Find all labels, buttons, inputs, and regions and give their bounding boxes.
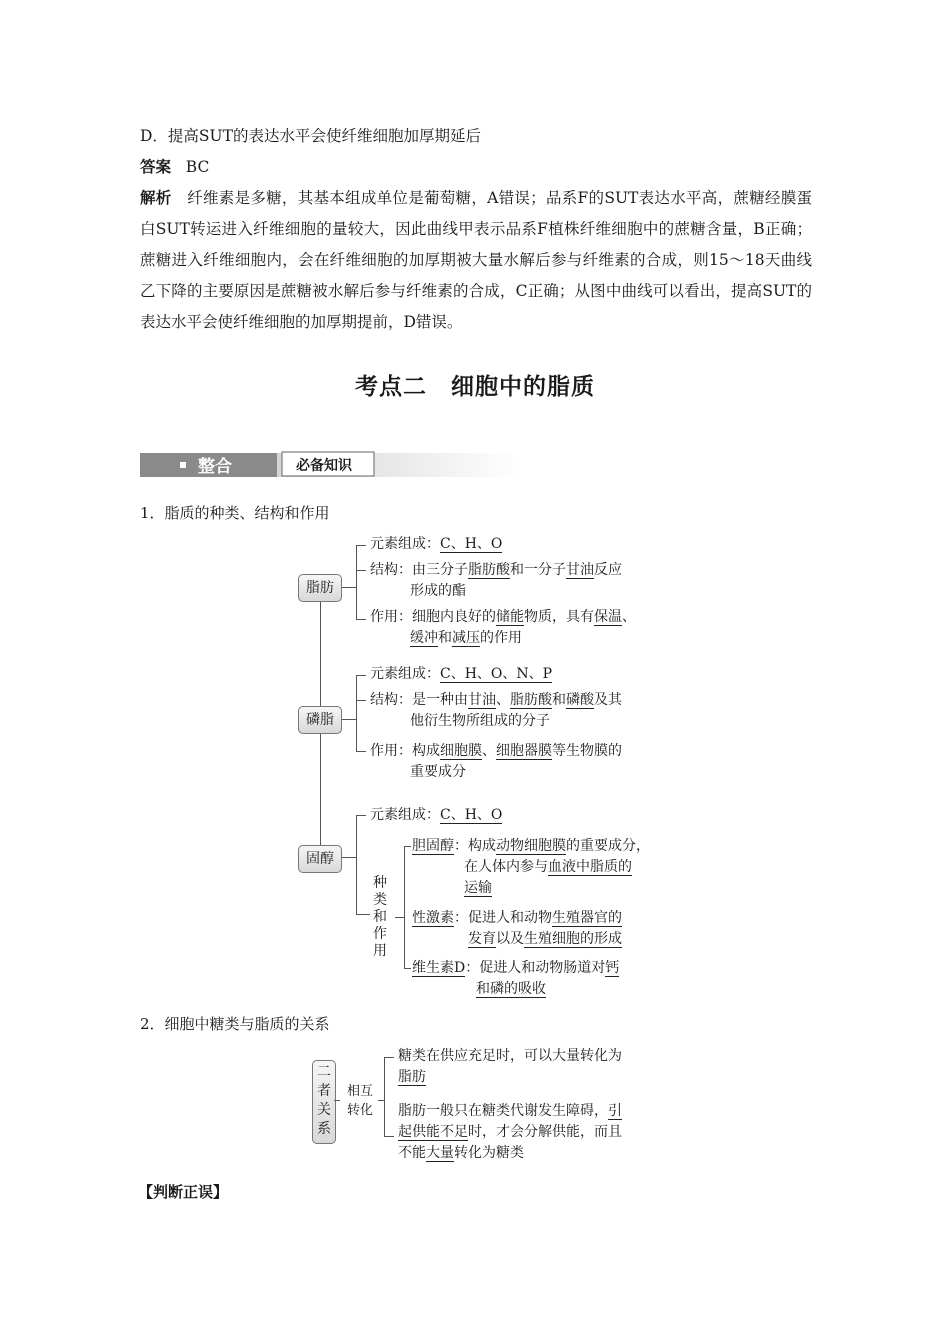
judge-heading: 【判断正误】 [138,1183,229,1201]
fat-function: 作用：细胞内良好的储能物质，具有保温、 [370,609,636,625]
relation-box: 二者关系 [312,1060,336,1144]
answer-line [140,152,812,183]
square-bullet-icon [180,462,186,468]
cholesterol-line3: 运输 [464,880,492,896]
mutual-conversion-label: 相互转化 [346,1084,373,1118]
cholesterol-line2: 在人体内参与血液中脂质的 [464,859,632,875]
relation-line1b: 脂肪 [398,1069,426,1085]
banner-right-label: 必备知识 [296,458,352,474]
relation-line2: 脂肪一般只在糖类代谢发生障碍，引 [398,1103,622,1119]
heading-sugar-lipid-relation: 2．细胞中糖类与脂质的关系 [140,1015,330,1033]
phospholipid-function-line2: 重要成分 [410,764,466,780]
fat-elements: 元素组成：C、H、O [370,536,503,552]
vitamin-d-line1: 维生素D：促进人和动物肠道对钙 [412,960,620,976]
sterol-kinds-label: 种类和作用 [373,875,387,959]
phospholipid-function: 作用：构成细胞膜、细胞器膜等生物膜的 [370,743,622,759]
fat-box: 脂肪 [298,574,342,602]
option-d: D．提高SUT的表达水平会使纤维细胞加厚期延后 [140,127,481,145]
relation-line4: 不能大量转化为糖类 [398,1145,524,1161]
fat-structure: 结构：由三分子脂肪酸和一分子甘油反应 [370,562,622,578]
analysis-text: 纤维素是多糖，其基本组成单位是葡萄糖，A错误；品系F的SUT表达水平高，蔗糖经膜蛋白SUT转运进入纤维细胞的量较大，因此曲线甲表示品系F植株纤维细胞中的蔗糖含量，B正确；蔗糖进入纤维细胞内，会在纤维细胞的加厚期被大量水解后参与纤维素的合成，则15～18天曲线乙下降的主要原因是蔗糖被水解后参与纤维素的合成，C正确；从图中曲线可以看出，提高SUT的表达水平会使纤维细胞的加厚期提前，D错误。 [140,189,812,331]
banner-left-label: 整合 [198,457,232,477]
answer-value: BC [185,158,210,176]
fat-function-line2: 缓冲和减压的作用 [410,630,522,646]
phospholipid-structure: 结构：是一种由甘油、脂肪酸和磷酸及其 [370,692,622,708]
sterol-elements: 元素组成：C、H、O [370,807,503,823]
fat-structure-line2: 形成的酯 [410,583,466,599]
heading-lipid-types: 1．脂质的种类、结构和作用 [140,504,330,522]
answer-label: 答案 [140,158,172,176]
phospholipid-box: 磷脂 [298,706,342,734]
phospholipid-elements: 元素组成：C、H、O、N、P [370,666,553,682]
cholesterol-line1: 胆固醇：构成动物细胞膜的重要成分， [412,838,650,854]
section-title: 考点二 细胞中的脂质 [355,374,595,400]
relation-line3: 起供能不足时，才会分解供能，而且 [398,1124,622,1140]
analysis-label: 解析 [140,189,172,207]
phospholipid-structure-line2: 他衍生物所组成的分子 [410,713,550,729]
analysis-paragraph [140,183,812,338]
vitamin-d-line2: 和磷的吸收 [476,981,546,997]
relation-line1: 糖类在供应充足时，可以大量转化为 [398,1048,622,1064]
sterol-box: 固醇 [298,845,342,873]
sex-hormone-line1: 性激素：促进人和动物生殖器官的 [412,910,622,926]
sex-hormone-line2: 发育以及生殖细胞的形成 [468,931,622,947]
